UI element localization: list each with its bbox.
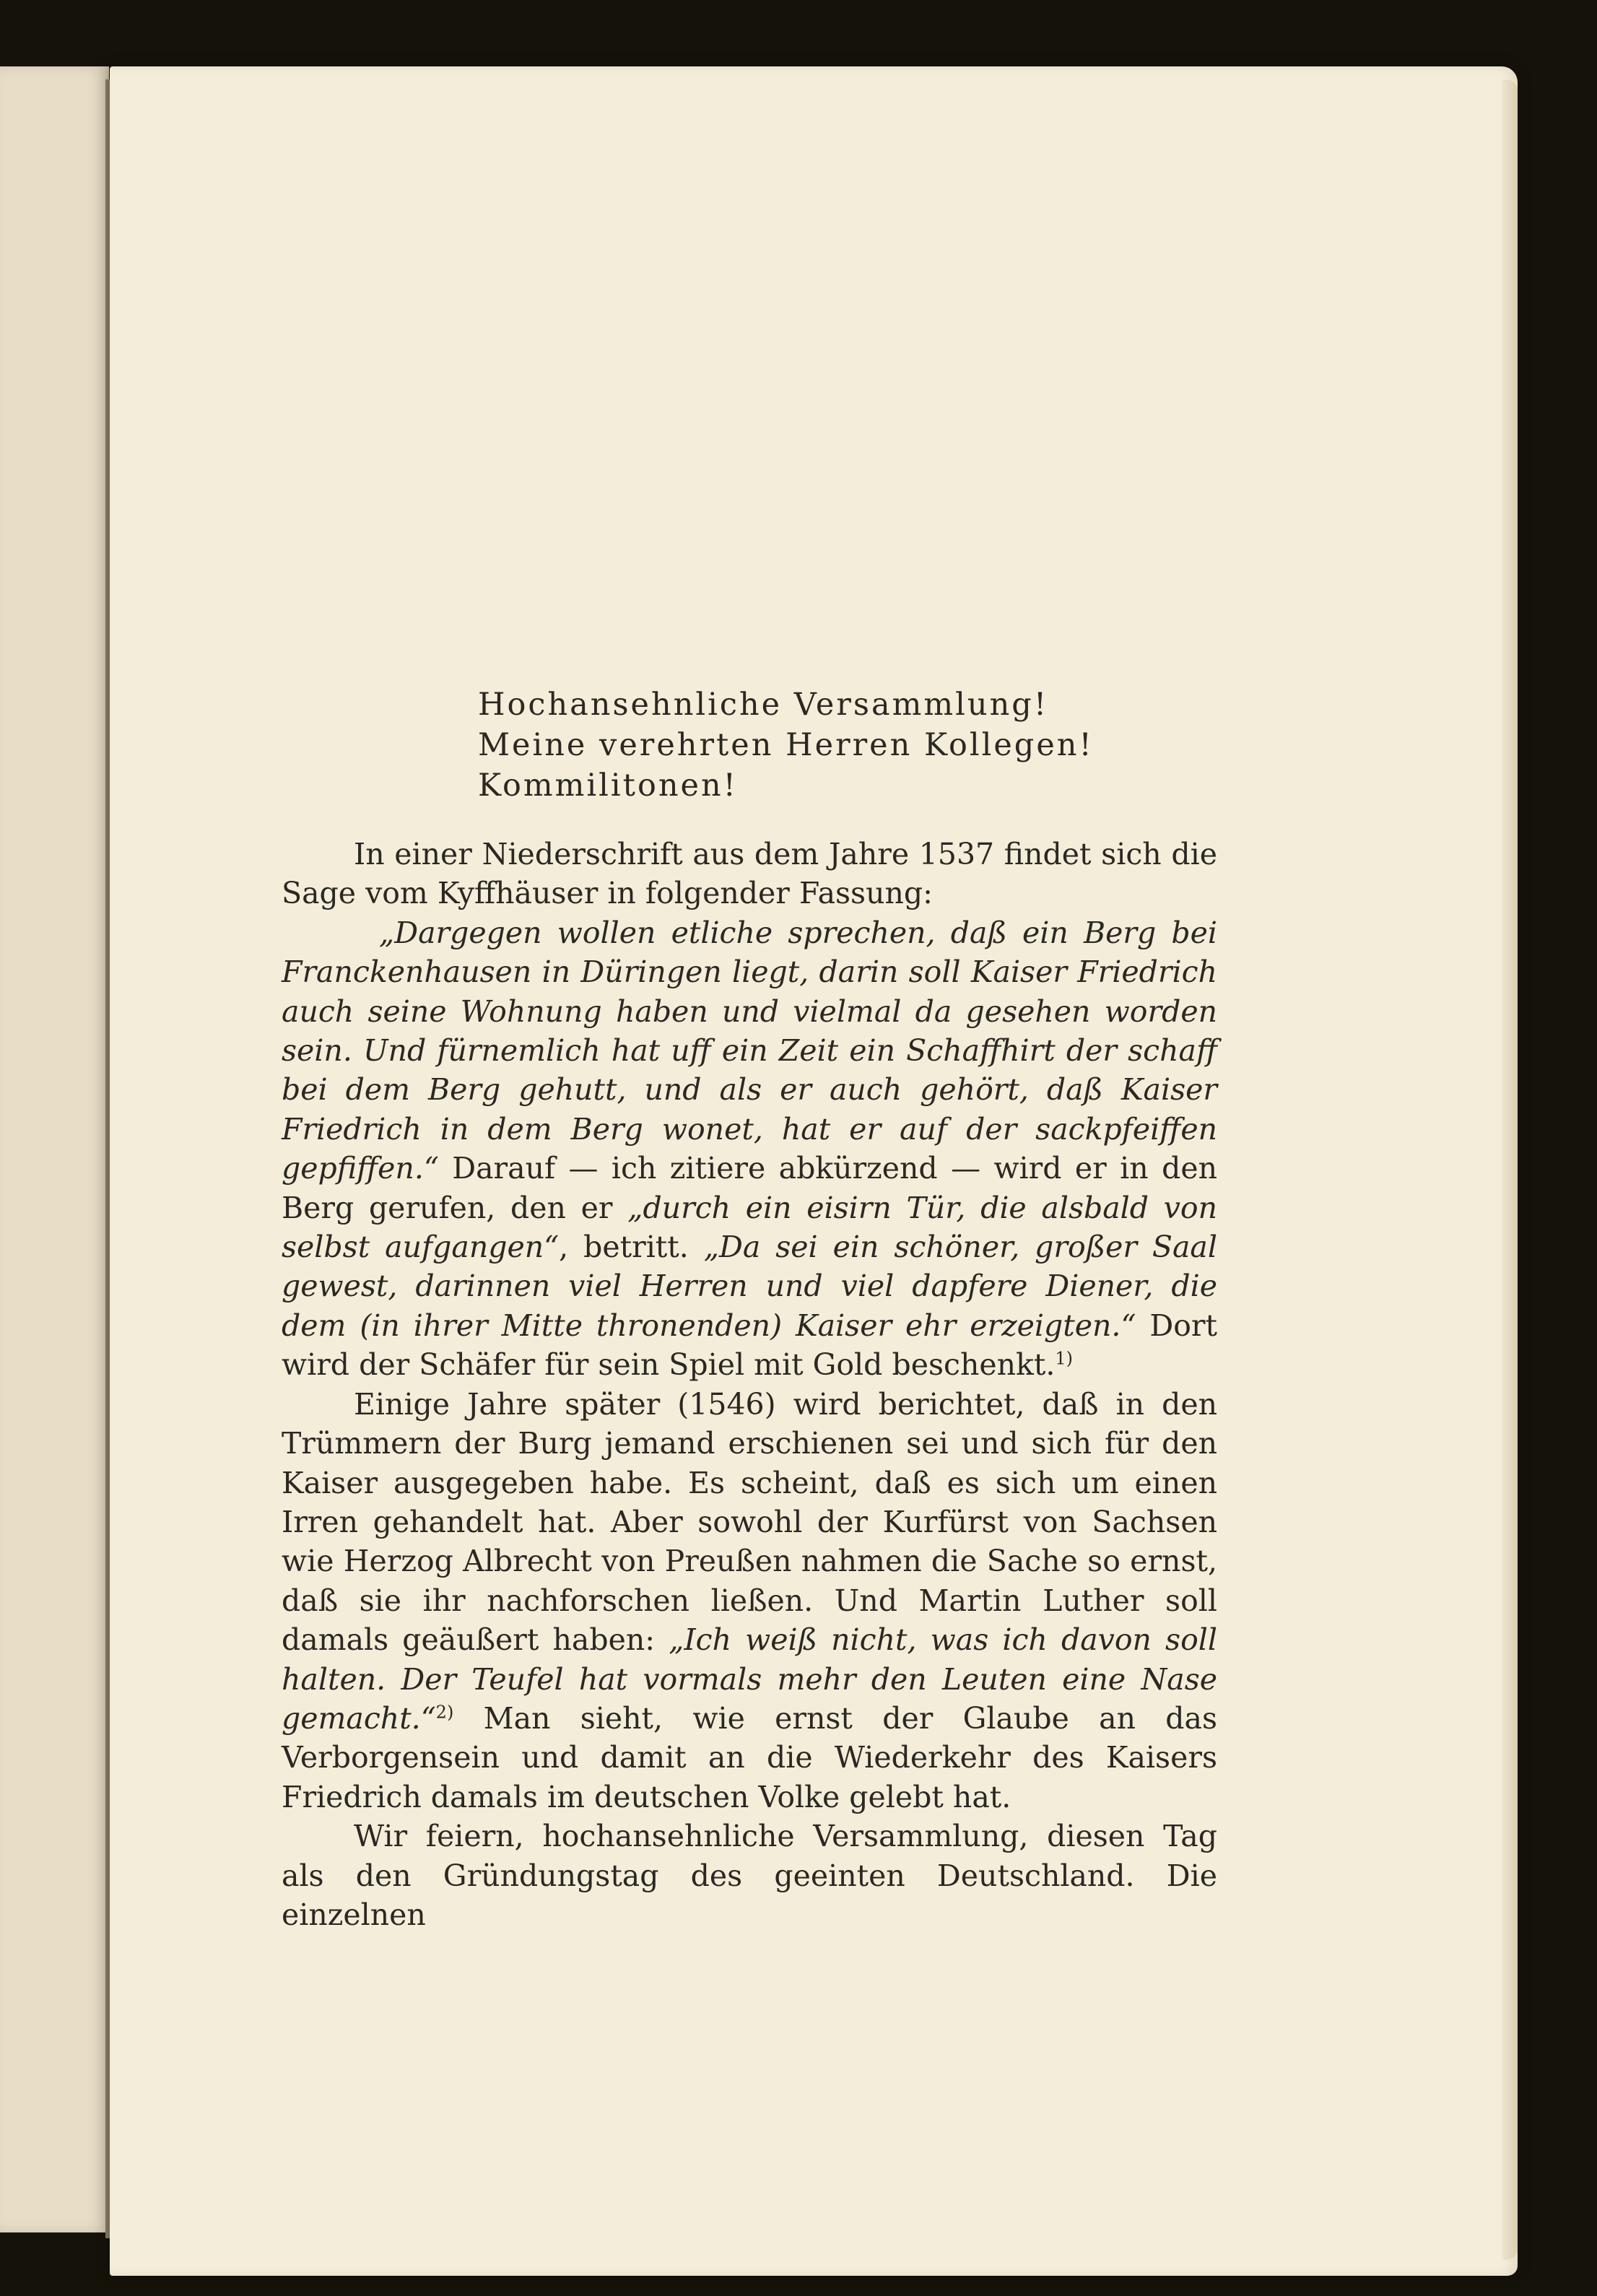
paragraph-1: In einer Niederschrift aus dem Jahre 1537 findet sich die Sage vom Kyffhäuser in folgender Fassung:	[282, 837, 1217, 911]
paragraph-text: Darauf — ich zitiere abkürzend — wird er in den Berg gerufen, den er	[282, 1151, 1217, 1225]
paragraph-text: Man sieht, wie ernst der Glaube an das Verborgensein und damit an die Wiederkehr des Kaisers Friedrich damals im deutschen Volke gelebt hat.	[282, 1700, 1217, 1814]
salutation-line: Meine verehrten Herren Kollegen!	[478, 727, 1094, 763]
salutation-line: Kommilitonen!	[478, 767, 738, 804]
paragraph-2	[282, 913, 1217, 1385]
paragraph-3	[282, 1385, 1217, 1817]
footnote-marker: 1)	[1055, 1348, 1074, 1369]
quote-text: „Dargegen wollen etliche sprechen, daß ein Berg bei Franckenhausen in Düringen liegt, darin soll Kaiser Friedrich auch seine Wohnung haben und vielmal da gesehen worden sein. Und fürnemlich hat uff ein Zeit ein Schaffhirt der schaff bei dem Berg gehutt, und als er auch gehört, daß Kaiser Friedrich in dem Berg wonet, hat er auf der sackpfeiffen gepfiffen.“	[282, 915, 1217, 1186]
paragraph-4: Wir feiern, hochansehnliche Versammlung, diesen Tag als den Gründungstag des geeinten Deutschland. Die einzelnen	[282, 1819, 1217, 1932]
paragraph-text: Einige Jahre später (1546) wird berichtet, daß in den Trümmern der Burg jemand erschienen sei und sich für den Kaiser ausgegeben habe. Es scheint, daß es sich um einen Irren gehandelt hat. Aber sowohl der Kurfürst von Sachsen wie Herzog Albrecht von Preußen nahmen die Sache so ernst, daß sie ihr nachforschen ließen. Und Martin Luther soll damals geäußert haben:	[282, 1386, 1217, 1658]
left-page-edge	[0, 66, 109, 2232]
page-right-edge	[1502, 79, 1518, 2260]
body-text	[282, 835, 1217, 1934]
paragraph-text: Dort wird der Schäfer für sein Spiel mit Gold beschenkt.	[282, 1308, 1217, 1383]
page-content	[282, 684, 1217, 1934]
quote-text: „Da sei ein schöner, großer Saal gewest, darinnen viel Herren und viel dapfere Diener, die dem (in ihrer Mitte thronenden) Kaiser ehr erzeigten.“	[282, 1230, 1217, 1343]
quote-text: „Ich weiß nicht, was ich davon soll halten. Der Teufel hat vormals mehr den Leuten eine Nase gemacht.“	[282, 1622, 1217, 1736]
quote-text: „durch ein eisirn Tür, die alsbald von selbst aufgangen“	[282, 1190, 1217, 1265]
footnote-marker: 2)	[435, 1702, 454, 1723]
salutation	[478, 684, 1217, 806]
paragraph-text: , betritt.	[559, 1230, 704, 1265]
salutation-line: Hochansehnliche Versammlung!	[478, 687, 1049, 723]
